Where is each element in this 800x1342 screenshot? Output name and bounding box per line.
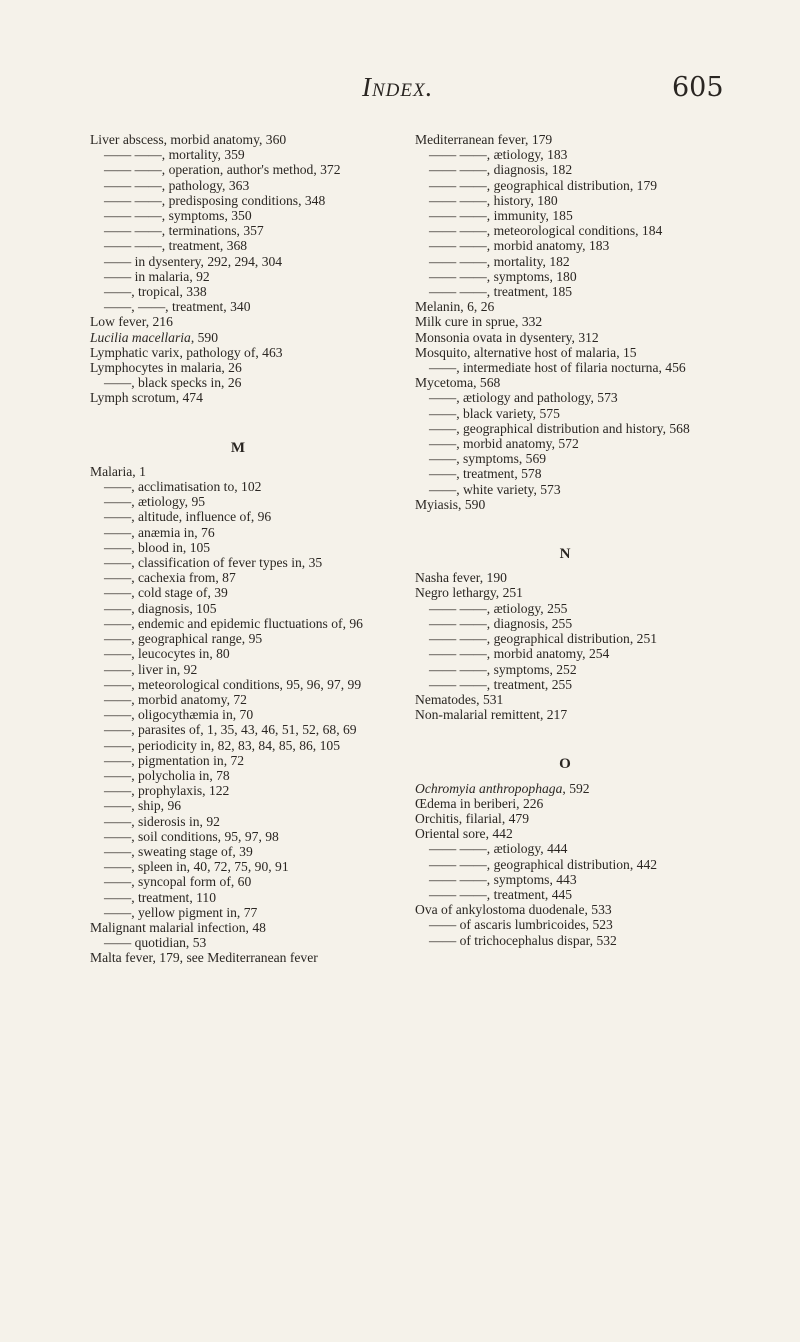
index-entry: Lymphatic varix, pathology of, 463 [90,344,283,360]
index-entry: —— ——, geographical distribution, 179 [429,177,658,193]
index-entry: —— ——, operation, author's method, 372 [104,162,341,178]
index-entry: —— of ascaris lumbricoides, 523 [429,917,613,933]
index-entry: —— ——, symptoms, 443 [429,871,577,887]
index-entry: ——, white variety, 573 [429,481,561,497]
index-entry: ——, sweating stage of, 39 [104,843,253,859]
index-entry: Nasha fever, 190 [415,570,507,586]
index-entry: ——, treatment, 578 [429,466,542,482]
index-entry: ——, polycholia in, 78 [104,767,230,783]
index-entry: Mosquito, alternative host of malaria, 15 [415,344,637,360]
index-entry: Mediterranean fever, 179 [415,132,553,147]
index-entry: ——, ——, treatment, 340 [104,299,251,315]
index-entry: ——, meteorological conditions, 95, 96, 97, 99 [104,676,362,692]
index-entry: ——, soil conditions, 95, 97, 98 [104,828,279,844]
index-entry: Lymphocytes in malaria, 26 [90,360,242,376]
page-header [0,70,800,110]
index-entry: —— ——, diagnosis, 255 [429,615,573,631]
index-entry: ——, ship, 96 [104,798,182,814]
index-entry: Non-malarial remittent, 217 [415,707,568,723]
index-entry: ——, pigmentation in, 72 [104,752,245,768]
index-entry: ——, geographical distribution and history, 568 [429,420,690,436]
index-entry: —— ——, predisposing conditions, 348 [104,192,326,208]
index-entry: Lymph scrotum, 474 [90,390,203,406]
index-entry: —— ——, ætiology, 183 [429,147,568,163]
index-entry: —— in dysentery, 292, 294, 304 [104,253,283,269]
index-entry: Ochromyia anthropophaga, 592 [415,780,590,796]
right-column [415,132,715,948]
index-entry: ——, geographical range, 95 [104,631,263,647]
index-entry: ——, diagnosis, 105 [104,600,217,616]
index-entries-l [90,132,386,406]
spacer [415,722,715,753]
section-letter-n: N [559,546,571,563]
index-entry: Mycetoma, 568 [415,375,501,391]
index-entry: —— ——, pathology, 363 [104,177,250,193]
index-entry: ——, black variety, 575 [429,405,560,421]
index-entry: —— ——, symptoms, 252 [429,661,577,677]
index-entry: —— ——, geographical distribution, 442 [429,856,658,872]
index-entry: Negro lethargy, 251 [415,585,523,601]
index-entry: ——, siderosis in, 92 [104,813,220,829]
index-entry: —— ——, immunity, 185 [429,208,573,224]
index-entry: —— in malaria, 92 [104,268,210,284]
index-entry: Nematodes, 531 [415,691,504,707]
index-entry: ——, leucocytes in, 80 [104,646,230,662]
index-entry: ——, yellow pigment in, 77 [104,904,258,920]
index-entry: Malignant malarial infection, 48 [90,919,266,935]
index-entry: Oriental sore, 442 [415,826,513,842]
index-entry: —— ——, ætiology, 255 [429,600,568,616]
index-entries-n [415,570,715,722]
index-entry: Monsonia ovata in dysentery, 312 [415,329,599,345]
index-entries-m-cont [415,132,715,512]
index-entry: ——, morbid anatomy, 572 [429,436,579,452]
index-entry: ——, treatment, 110 [104,889,216,905]
scientific-name: Lucilia macellaria [90,329,191,345]
index-entry: ——, morbid anatomy, 72 [104,691,247,707]
index-entry: ——, ætiology and pathology, 573 [429,390,618,406]
index-entry: —— ——, mortality, 182 [429,253,570,269]
index-entry: —— ——, mortality, 359 [104,147,245,163]
index-entry: —— ——, treatment, 185 [429,284,573,300]
index-entry: ——, intermediate host of filaria nocturna, 456 [429,360,686,376]
index-entry: Melanin, 6, 26 [415,299,495,315]
section-letter-o: O [559,756,571,773]
index-entry: ——, altitude, influence of, 96 [104,509,272,525]
index-entry: ——, classification of fever types in, 35 [104,555,323,571]
index-entry: —— of trichocephalus dispar, 532 [429,932,617,948]
index-entry: Liver abscess, morbid anatomy, 360 [90,132,287,147]
index-entry: —— ——, diagnosis, 182 [429,162,573,178]
index-entry: —— ——, morbid anatomy, 254 [429,646,610,662]
index-entry: —— quotidian, 53 [104,935,207,951]
page-number: 605 [672,72,724,103]
index-entry: —— ——, geographical distribution, 251 [429,631,658,647]
index-entry: ——, blood in, 105 [104,539,211,555]
index-entry: ——, black specks in, 26 [104,375,242,391]
index-entry: ——, ætiology, 95 [104,494,206,510]
index-entry: ——, syncopal form of, 60 [104,874,252,890]
index-entry: ——, liver in, 92 [104,661,198,677]
index-entry: Œdema in beriberi, 226 [415,795,544,811]
index-entry: Low fever, 216 [90,314,173,330]
left-column [90,132,386,966]
index-entry: —— ——, treatment, 368 [104,238,248,254]
index-entry: ——, endemic and epidemic fluctuations of, 96 [104,615,363,631]
spacer [90,406,386,437]
running-title: Index. [362,72,434,102]
index-entry: Malaria, 1 [90,463,146,479]
index-entry: —— ——, ætiology, 444 [429,841,568,857]
index-entry: —— ——, treatment, 255 [429,676,573,692]
index-entry: Orchitis, filarial, 479 [415,810,530,826]
index-entry: ——, periodicity in, 82, 83, 84, 85, 86, 105 [104,737,340,753]
index-entry: ——, prophylaxis, 122 [104,783,230,799]
index-entry: ——, cold stage of, 39 [104,585,228,601]
index-entry: —— ——, meteorological conditions, 184 [429,223,663,239]
index-entry: —— ——, symptoms, 180 [429,268,577,284]
index-entries-m [90,464,386,966]
index-entry: ——, anæmia in, 76 [104,524,215,540]
index-entry: Milk cure in sprue, 332 [415,314,543,330]
index-entry: ——, symptoms, 569 [429,451,547,467]
index-entry: Ova of ankylostoma duodenale, 533 [415,902,612,918]
index-entry: Lucilia macellaria, 590 [90,329,218,345]
index-entry: —— ——, history, 180 [429,192,558,208]
index-entry: ——, tropical, 338 [104,284,207,300]
index-entry: ——, parasites of, 1, 35, 43, 46, 51, 52, 68, 69 [104,722,357,738]
index-entry: ——, spleen in, 40, 72, 75, 90, 91 [104,859,289,875]
index-entry: —— ——, treatment, 445 [429,886,573,902]
spacer [415,512,715,543]
index-entry: ——, oligocythæmia in, 70 [104,707,254,723]
section-letter-m: M [230,439,246,456]
scientific-name: Ochromyia anthropophaga [415,780,563,796]
index-entry: —— ——, terminations, 357 [104,223,264,239]
index-entry: ——, cachexia from, 87 [104,570,236,586]
index-entries-o [415,781,715,948]
index-entry: Malta fever, 179, see Mediterranean fever [90,950,318,966]
index-entry: —— ——, symptoms, 350 [104,208,252,224]
index-entry: ——, acclimatisation to, 102 [104,479,262,495]
index-entry: Myiasis, 590 [415,496,486,512]
index-entry: —— ——, morbid anatomy, 183 [429,238,610,254]
